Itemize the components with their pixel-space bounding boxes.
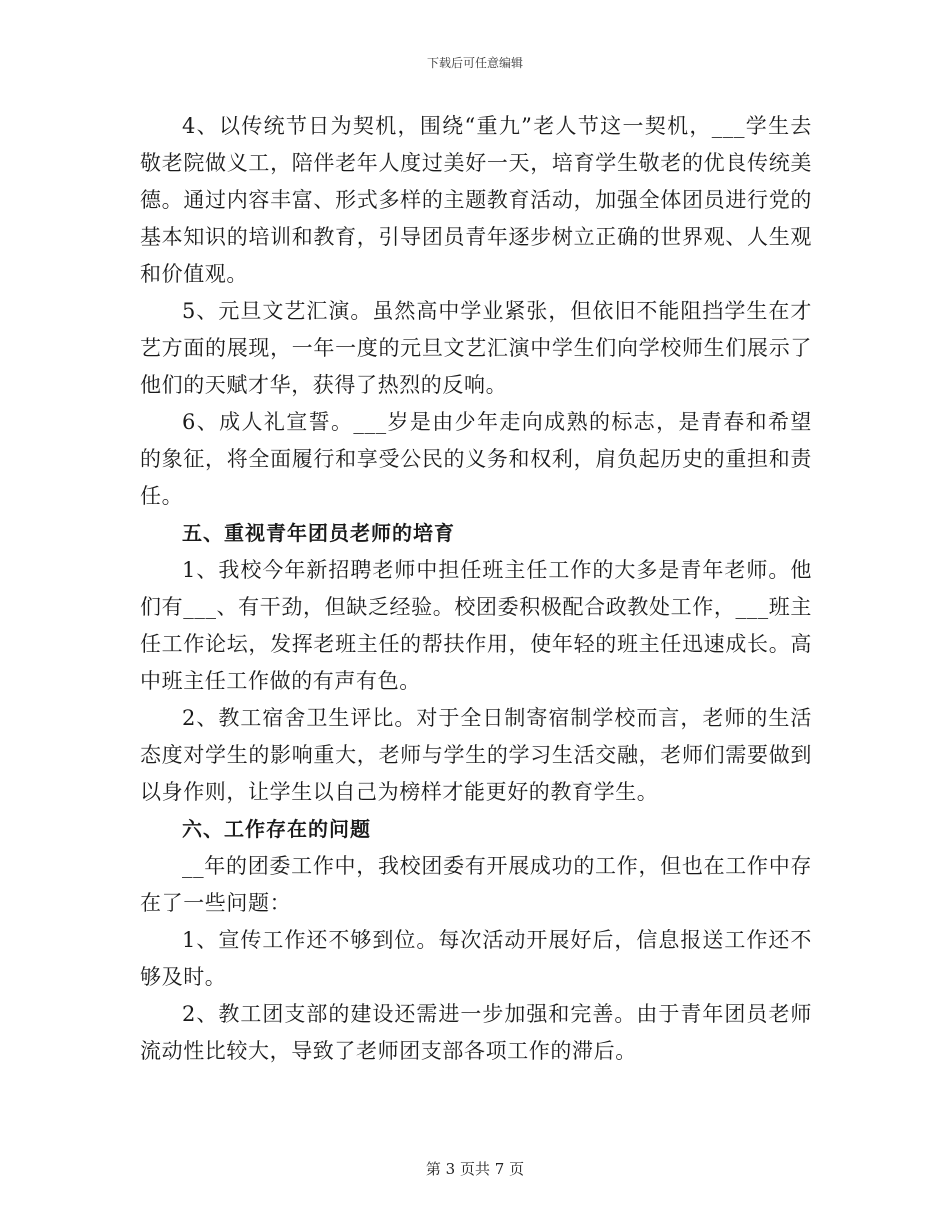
paragraph-teacher-1: 1、我校今年新招聘老师中担任班主任工作的大多是青年老师。他们有___、有干劲，但缺乏经验。校团委积极配合政教处工作，___班主任工作论坛，发挥老班主任的帮扶作用，使年轻的班主任迅速成长。高中班主任工作做的有声有色。 — [140, 558, 812, 693]
section-heading-5: 五、重视青年团员老师的培育 — [182, 521, 455, 545]
paragraph-problem-2: 2、教工团支部的建设还需进一步加强和完善。由于青年团员老师流动性比较大，导致了老师团支部各项工作的滞后。 — [140, 1002, 812, 1063]
section-heading-6: 六、工作存在的问题 — [182, 817, 371, 841]
paragraph-item-5: 5、元旦文艺汇演。虽然高中学业紧张，但依旧不能阻挡学生在才艺方面的展现，一年一度的元旦文艺汇演中学生们向学校师生们展示了他们的天赋才华，获得了热烈的反响。 — [140, 299, 812, 397]
page-number: 第 3 页共 7 页 — [425, 1160, 525, 1178]
paragraph-problem-1: 1、宣传工作还不够到位。每次活动开展好后，信息报送工作还不够及时。 — [140, 928, 812, 989]
header-note: 下载后可任意编辑 — [426, 56, 523, 70]
document-body — [140, 108, 812, 1070]
paragraph-problems-intro: __年的团委工作中，我校团委有开展成功的工作，但也在工作中存在了一些问题： — [140, 854, 812, 915]
paragraph-item-6: 6、成人礼宣誓。___岁是由少年走向成熟的标志，是青春和希望的象征，将全面履行和享受公民的义务和权利，肩负起历史的重担和责任。 — [140, 410, 812, 508]
paragraph-teacher-2: 2、教工宿舍卫生评比。对于全日制寄宿制学校而言，老师的生活态度对学生的影响重大，老师与学生的学习生活交融，老师们需要做到以身作则，让学生以自己为榜样才能更好的教育学生。 — [140, 706, 812, 804]
paragraph-item-4: 4、以传统节日为契机，围绕“重九”老人节这一契机，___学生去敬老院做义工，陪伴老年人度过美好一天，培育学生敬老的优良传统美德。通过内容丰富、形式多样的主题教育活动，加强全体团员进行党的基本知识的培训和教育，引导团员青年逐步树立正确的世界观、人生观和价值观。 — [140, 114, 812, 286]
